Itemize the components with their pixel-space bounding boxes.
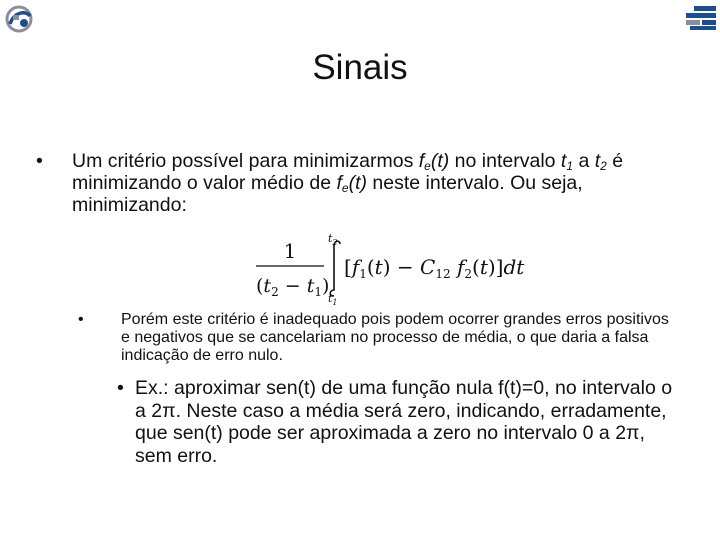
- bullet-criterion-text: Um critério possível para minimizarmos $f_e(t)$ no intervalo $t_1$ a $t_2$ é minimizando o valor médio de $f_e(t)$ neste intervalo. Ou seja, minimizando:: [72, 150, 624, 216]
- bullet-example-text: Ex.: aproximar sen(t) de uma função nula f(t)=0, no intervalo o a 2π. Neste caso a média será zero, indicando, erradamente, que sen(t) pode ser aproximada a zero no intervalo 0 a 2π, sem erro.: [135, 377, 673, 467]
- svg-text:t1: $t_1$: [328, 292, 338, 306]
- pi-symbol: π: [162, 399, 176, 422]
- svg-text:t2: $t_2$: [328, 232, 338, 247]
- pi-symbol: π: [626, 422, 640, 444]
- bullet-dot: •: [78, 311, 84, 328]
- institution-logo-icon: [4, 4, 34, 34]
- bullet-dot: •: [36, 150, 43, 172]
- svg-text:[f1(t) − C12 f2(t)]dt: [$f_1(t) - C_{12}$ $f_2(t)]dt$: [344, 255, 525, 281]
- slide-title: Sinais: [312, 48, 408, 87]
- bullet-criterion: [36, 150, 686, 216]
- svg-text:(t2 − t1): $(t_2 - t_1)$: [256, 275, 330, 299]
- bullet-inadequate-text: Porém este critério é inadequado pois podem ocorrer grandes erros positivos e negativos que se cancelariam no processo de média, o que daria a falsa indicação de erro nulo.: [121, 311, 669, 364]
- bullet-dot: •: [117, 377, 124, 399]
- svg-text:1: 1: [283, 239, 297, 263]
- bullet-inadequate: [78, 311, 678, 365]
- institution-emblem-icon: [684, 5, 718, 31]
- mean-error-formula: [254, 232, 530, 306]
- bullet-example: [117, 377, 677, 467]
